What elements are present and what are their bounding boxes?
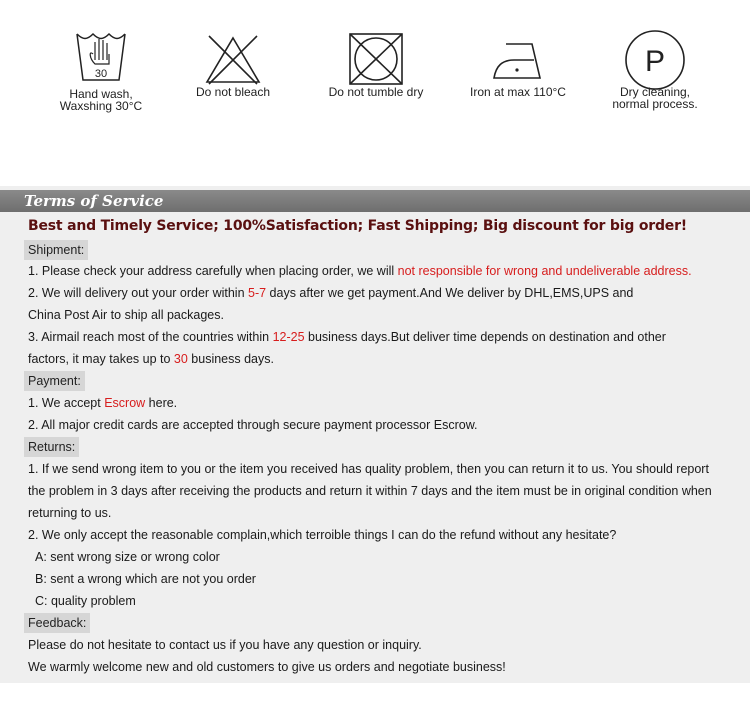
highlight-text: not responsible for wrong and undeliverable address.: [397, 264, 692, 278]
care-label-line: Do not bleach: [195, 85, 271, 99]
highlight-text: 12-25: [272, 330, 305, 344]
text: 1. We accept: [28, 396, 105, 410]
care-label: [31, 88, 171, 112]
text: days after we get payment.And We deliver by DHL,EMS,UPS and: [266, 286, 634, 300]
returns-line-3: returning to us.: [28, 506, 112, 520]
tos-headline: Best and Timely Service; 100%Satisfaction; Fast Shipping; Big discount for big order!: [28, 218, 687, 234]
highlight-text: Escrow: [104, 396, 146, 410]
iron-one-dot-icon: [488, 30, 548, 86]
text: factors, it may takes up to: [28, 352, 174, 366]
hand-wash-temp: 30: [94, 68, 108, 80]
crossed-triangle-icon: [203, 30, 263, 86]
highlight-text: 5-7: [248, 286, 267, 300]
payment-line-1: [28, 396, 177, 410]
hand-wash-30-icon: [71, 30, 131, 84]
tos-title: Terms of Service: [24, 192, 164, 210]
care-label-line: Hand wash,: [69, 87, 133, 101]
section-returns-label: Returns:: [24, 437, 79, 457]
circle-p-icon: [623, 30, 687, 92]
shipment-line-5: [28, 352, 274, 366]
care-iron: [448, 30, 588, 98]
tos-header-bar: [0, 190, 750, 212]
section-shipment-label: Shipment:: [24, 240, 88, 260]
crossed-tumble-dry-icon: [346, 30, 406, 86]
care-label-line: Dry cleaning,: [619, 85, 691, 99]
shipment-line-2: [28, 286, 633, 300]
text: here.: [145, 396, 178, 410]
text: business days.But deliver time depends on destination and other: [304, 330, 666, 344]
care-label-line: Iron at max 110°C: [470, 85, 566, 99]
care-do-not-tumble-dry: [306, 30, 446, 98]
returns-option-b: B: sent a wrong which are not you order: [35, 572, 256, 586]
care-hand-wash: [31, 30, 171, 112]
care-label-line: Do not tumble dry: [328, 85, 424, 99]
returns-option-a: A: sent wrong size or wrong color: [35, 550, 220, 564]
care-do-not-bleach: [163, 30, 303, 98]
text: 3. Airmail reach most of the countries within: [28, 330, 273, 344]
terms-of-service: [0, 186, 750, 683]
returns-line-2: the problem in 3 days after receiving the products and return it within 7 days and the item must be in original condition when: [28, 484, 712, 498]
care-label: [585, 86, 725, 110]
care-instructions: [0, 0, 750, 186]
care-label: [163, 86, 303, 98]
care-label: [306, 86, 446, 98]
returns-option-c: C: quality problem: [35, 594, 136, 608]
care-dry-cleaning: [585, 30, 725, 110]
care-label-line: Waxshing 30°C: [59, 99, 143, 113]
feedback-line-2: We warmly welcome new and old customers to give us orders and negotiate business!: [28, 660, 506, 674]
section-feedback-label: Feedback:: [24, 613, 90, 633]
feedback-line-1: Please do not hesitate to contact us if you have any question or inquiry.: [28, 638, 422, 652]
care-label: [448, 86, 588, 98]
shipment-line-3: China Post Air to ship all packages.: [28, 308, 224, 322]
text: business days.: [187, 352, 274, 366]
shipment-line-4: [28, 330, 666, 344]
section-payment-label: Payment:: [24, 371, 85, 391]
text: 1. Please check your address carefully when placing order, we will: [28, 264, 398, 278]
shipment-line-1: [28, 264, 692, 278]
returns-line-4: 2. We only accept the reasonable complain,which terroible things I can do the refund without any hesitate?: [28, 528, 617, 542]
highlight-text: 30: [173, 352, 188, 366]
returns-line-1: 1. If we send wrong item to you or the item you received has quality problem, then you can return it to us. You should report: [28, 462, 709, 476]
text: 2. We will delivery out your order within: [28, 286, 248, 300]
dry-cleaning-symbol: P: [644, 45, 666, 78]
payment-line-2: 2. All major credit cards are accepted through secure payment processor Escrow.: [28, 418, 478, 432]
care-label-line: normal process.: [612, 97, 698, 111]
